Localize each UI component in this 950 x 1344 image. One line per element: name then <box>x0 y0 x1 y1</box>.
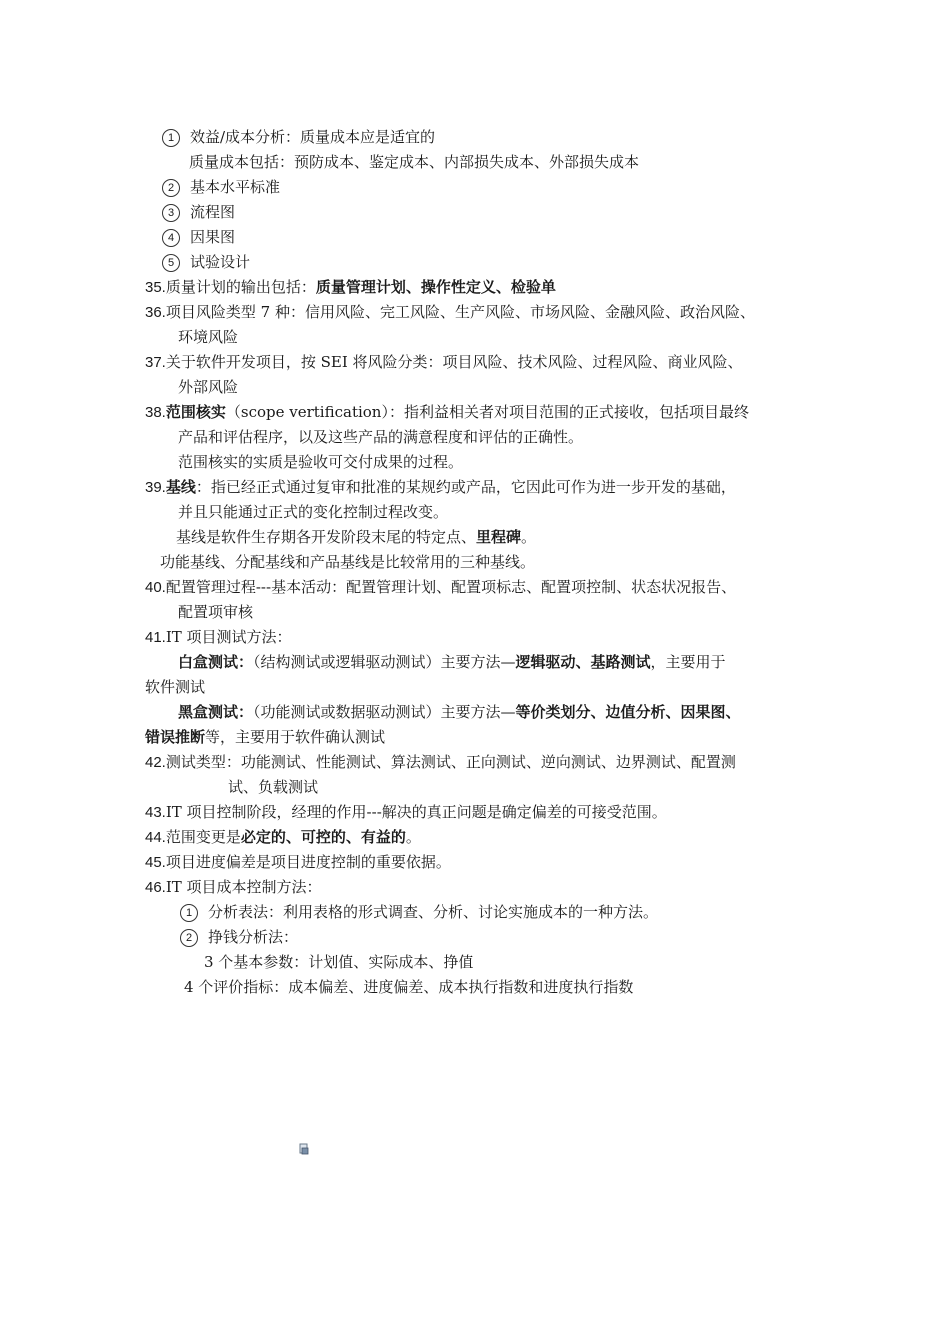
item-35: 35.质量计划的输出包括：质量管理计划、操作性定义、检验单 <box>145 278 556 296</box>
circled-number: 3 <box>162 204 180 222</box>
list-item-c4: 4 因果图 <box>162 227 235 247</box>
item-44: 44.范围变更是必定的、可控的、有益的。 <box>145 828 421 846</box>
item-43: 43.IT 项目控制阶段，经理的作用---解决的真正问题是确定偏差的可接受范围。 <box>145 803 667 821</box>
item-42-cont: 试、负载测试 <box>228 778 319 796</box>
item-36: 36.项目风险类型 7 种：信用风险、完工风险、生产风险、市场风险、金融风险、政治风险、 <box>145 303 755 321</box>
item-41: 41.IT 项目测试方法： <box>145 628 292 646</box>
item-40: 40.配置管理过程---基本活动：配置管理计划、配置项标志、配置项控制、状态状况报告、 <box>145 578 737 596</box>
item-46-metrics: 4 个评价指标：成本偏差、进度偏差、成本执行指数和进度执行指数 <box>184 978 634 996</box>
item-39: 39.基线：指已经正式通过复审和批准的某规约或产品，它因此可作为进一步开发的基础， <box>145 478 736 496</box>
circled-number: 1 <box>162 129 180 147</box>
list-item-c1: 1 效益/成本分析：质量成本应是适宜的 <box>162 127 435 147</box>
circled-number: 1 <box>180 904 198 922</box>
item-39-cont3: 功能基线、分配基线和产品基线是比较常用的三种基线。 <box>160 553 536 571</box>
item-40-cont: 配置项审核 <box>178 603 254 621</box>
item-46-params: 3 个基本参数：计划值、实际成本、挣值 <box>204 953 474 971</box>
item-39-cont2: 基线是软件生存期各开发阶段末尾的特定点、里程碑。 <box>176 528 537 546</box>
list-item-c2: 2 基本水平标准 <box>162 177 280 197</box>
circled-number: 2 <box>180 929 198 947</box>
circled-number: 5 <box>162 254 180 272</box>
item-41-whitebox-cont: 软件测试 <box>145 678 206 696</box>
item-39-cont1: 并且只能通过正式的变化控制过程改变。 <box>178 503 449 521</box>
item-41-whitebox: 白盒测试：（结构测试或逻辑驱动测试）主要方法—逻辑驱动、基路测试，主要用于 <box>178 653 726 671</box>
item-46-sub2: 2 挣钱分析法： <box>180 927 298 947</box>
item-41-blackbox: 黑盒测试：（功能测试或数据驱动测试）主要方法—等价类划分、边值分析、因果图、 <box>178 703 741 721</box>
list-item-c3: 3 流程图 <box>162 202 235 222</box>
circled-number: 4 <box>162 229 180 247</box>
item-36-cont: 环境风险 <box>178 328 239 346</box>
item-46-sub1: 1 分析表法：利用表格的形式调查、分析、讨论实施成本的一种方法。 <box>180 902 658 922</box>
item-37-cont: 外部风险 <box>178 378 239 396</box>
list-item-c5: 5 试验设计 <box>162 252 250 272</box>
circled-number: 2 <box>162 179 180 197</box>
item-38-cont2: 范围核实的实质是验收可交付成果的过程。 <box>178 453 464 471</box>
item-42: 42.测试类型：功能测试、性能测试、算法测试、正向测试、逆向测试、边界测试、配置测 <box>145 753 736 771</box>
item-37: 37.关于软件开发项目，按 SEI 将风险分类：项目风险、技术风险、过程风险、商业风险、 <box>145 353 743 371</box>
paragraph-c1b: 质量成本包括：预防成本、鉴定成本、内部损失成本、外部损失成本 <box>189 153 640 171</box>
item-45: 45.项目进度偏差是项目进度控制的重要依据。 <box>145 853 451 871</box>
item-38: 38.范围核实（scope vertification）：指利益相关者对项目范围的正式接收，包括项目最终 <box>145 403 749 421</box>
document-icon <box>298 1143 310 1155</box>
item-41-blackbox-cont: 错误推断等，主要用于软件确认测试 <box>145 728 386 746</box>
item-38-cont1: 产品和评估程序，以及这些产品的满意程度和评估的正确性。 <box>178 428 584 446</box>
item-46: 46.IT 项目成本控制方法： <box>145 878 322 896</box>
